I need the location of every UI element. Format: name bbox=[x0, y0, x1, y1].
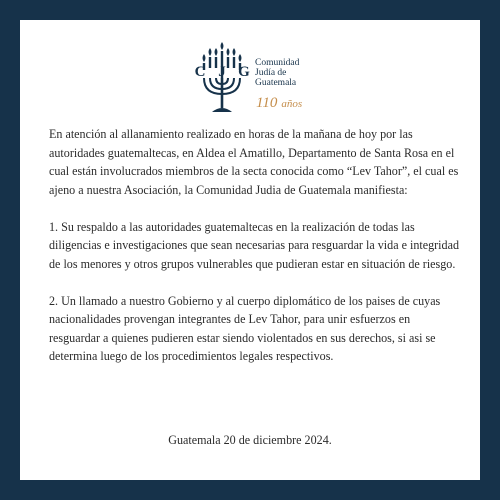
anniversary-mark bbox=[256, 94, 302, 112]
logo-name-line-2: Judía de bbox=[255, 68, 287, 78]
logo-letter-c: C bbox=[194, 64, 206, 80]
statement-point-2: 2. Un llamado a nuestro Gobierno y al cuerpo diplomático de los paises de cuyas nacionalidades provengan integrantes de Lev Tahor, para unir esfuerzos en resguardar a quienes pudieren estar siendo violentados en sus derechos, si asi se determina luego de los procedimientos legales respectivos. bbox=[49, 293, 441, 363]
logo-name-line-3: Guatemala bbox=[255, 78, 297, 88]
statement-intro: En atención al allanamiento realizado en horas de la mañana de hoy por las autoridades guatemaltecas, en Aldea el Amatillo, Departamento de Santa Rosa en el cual están involucrados miembros de la secta conocida como “Lev Tahor”, el cual es ajeno a nuestra Asociación, la Comunidad Judia de Guatemala manifiesta: bbox=[49, 127, 459, 197]
anniversary-number: 110 bbox=[256, 95, 278, 111]
logo-letter-g: G bbox=[238, 64, 250, 80]
logo-name-line-1: Comunidad bbox=[255, 58, 300, 68]
statement-point-1: 1. Su respaldo a las autoridades guatemaltecas en la realización de todas las diligencias e investigaciones que sean necesarias para resguardar la vida e integridad de los menores y otros grupos vulnerables que pudieran estar en situación de riesgo. bbox=[49, 219, 460, 271]
statement-signature: Guatemala 20 de diciembre 2024. bbox=[168, 433, 332, 447]
community-logo bbox=[190, 38, 330, 118]
anniversary-word: años bbox=[281, 98, 303, 110]
statement-body bbox=[49, 125, 459, 384]
logo-name bbox=[255, 58, 299, 88]
menorah-icon bbox=[190, 38, 254, 118]
logo-letter-j: J bbox=[218, 64, 226, 80]
